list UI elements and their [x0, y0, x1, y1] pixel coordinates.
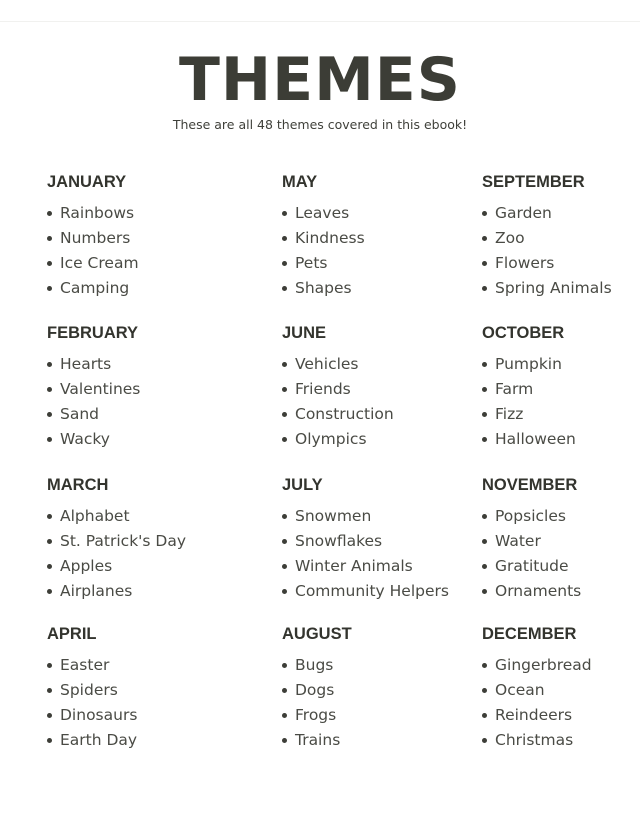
- theme-item: [482, 680, 640, 705]
- bullet-icon: [282, 211, 287, 216]
- theme-item: [282, 278, 472, 303]
- bullet-icon: [47, 362, 52, 367]
- top-divider: [0, 21, 640, 22]
- month-block-august: [282, 624, 472, 755]
- month-heading: APRIL: [47, 625, 97, 643]
- theme-label: Halloween: [495, 430, 576, 448]
- theme-label: Zoo: [495, 229, 525, 247]
- theme-item: [47, 655, 237, 680]
- theme-item: [47, 581, 237, 606]
- month-heading: JUNE: [282, 324, 327, 342]
- theme-item: [482, 705, 640, 730]
- theme-item: [282, 228, 472, 253]
- month-block-december: [482, 624, 640, 755]
- bullet-icon: [482, 713, 487, 718]
- bullet-icon: [47, 261, 52, 266]
- theme-label: Easter: [60, 656, 110, 674]
- theme-list: [482, 506, 640, 606]
- month-heading: DECEMBER: [482, 625, 577, 643]
- bullet-icon: [282, 387, 287, 392]
- theme-item: [482, 253, 640, 278]
- theme-item: [47, 730, 237, 755]
- month-heading: NOVEMBER: [482, 476, 578, 494]
- bullet-icon: [282, 514, 287, 519]
- theme-item: [282, 429, 472, 454]
- bullet-icon: [482, 236, 487, 241]
- bullet-icon: [47, 437, 52, 442]
- theme-item: [482, 404, 640, 429]
- bullet-icon: [47, 211, 52, 216]
- theme-label: Community Helpers: [295, 582, 449, 600]
- bullet-icon: [282, 688, 287, 693]
- month-block-may: [282, 172, 472, 303]
- month-block-february: [47, 323, 237, 454]
- theme-item: [282, 556, 472, 581]
- theme-label: Wacky: [60, 430, 110, 448]
- month-heading: OCTOBER: [482, 324, 565, 342]
- theme-item: [482, 581, 640, 606]
- theme-label: Gingerbread: [495, 656, 592, 674]
- theme-list: [482, 203, 640, 303]
- theme-item: [282, 354, 472, 379]
- theme-item: [282, 655, 472, 680]
- theme-label: Kindness: [295, 229, 365, 247]
- theme-label: Apples: [60, 557, 113, 575]
- theme-label: Snowflakes: [295, 532, 383, 550]
- theme-label: Rainbows: [60, 204, 135, 222]
- theme-label: Ornaments: [495, 582, 582, 600]
- theme-item: [282, 531, 472, 556]
- page-title: THEMES: [178, 45, 462, 115]
- theme-label: Numbers: [60, 229, 131, 247]
- theme-item: [47, 354, 237, 379]
- theme-list: [282, 506, 472, 606]
- bullet-icon: [282, 437, 287, 442]
- month-heading: MARCH: [47, 476, 109, 494]
- theme-item: [47, 556, 237, 581]
- bullet-icon: [282, 362, 287, 367]
- theme-label: Camping: [60, 279, 130, 297]
- bullet-icon: [282, 539, 287, 544]
- bullet-icon: [282, 236, 287, 241]
- bullet-icon: [482, 387, 487, 392]
- bullet-icon: [47, 236, 52, 241]
- theme-label: Vehicles: [295, 355, 359, 373]
- bullet-icon: [482, 514, 487, 519]
- bullet-icon: [482, 261, 487, 266]
- theme-item: [282, 253, 472, 278]
- theme-item: [47, 680, 237, 705]
- theme-label: Ice Cream: [60, 254, 139, 272]
- theme-label: Popsicles: [495, 507, 566, 525]
- theme-item: [47, 429, 237, 454]
- bullet-icon: [482, 286, 487, 291]
- theme-label: Olympics: [295, 430, 367, 448]
- bullet-icon: [282, 589, 287, 594]
- bullet-icon: [47, 514, 52, 519]
- theme-item: [482, 203, 640, 228]
- bullet-icon: [282, 738, 287, 743]
- theme-item: [482, 556, 640, 581]
- bullet-icon: [47, 412, 52, 417]
- theme-item: [47, 228, 237, 253]
- theme-item: [482, 379, 640, 404]
- theme-label: Gratitude: [495, 557, 569, 575]
- bullet-icon: [282, 286, 287, 291]
- bullet-icon: [47, 589, 52, 594]
- bullet-icon: [482, 663, 487, 668]
- theme-item: [482, 655, 640, 680]
- theme-item: [482, 531, 640, 556]
- page-subtitle: These are all 48 themes covered in this ebook!: [172, 117, 468, 132]
- theme-item: [47, 531, 237, 556]
- month-block-november: [482, 475, 640, 606]
- theme-label: Hearts: [60, 355, 112, 373]
- theme-label: Bugs: [295, 656, 334, 674]
- theme-list: [482, 354, 640, 454]
- bullet-icon: [47, 663, 52, 668]
- bullet-icon: [482, 589, 487, 594]
- bullet-icon: [482, 412, 487, 417]
- month-block-july: [282, 475, 472, 606]
- theme-label: Ocean: [495, 681, 545, 699]
- bullet-icon: [47, 387, 52, 392]
- bullet-icon: [282, 261, 287, 266]
- month-block-june: [282, 323, 472, 454]
- theme-label: Reindeers: [495, 706, 573, 724]
- bullet-icon: [282, 564, 287, 569]
- theme-list: [47, 655, 237, 755]
- theme-item: [47, 253, 237, 278]
- theme-item: [282, 581, 472, 606]
- theme-item: [282, 379, 472, 404]
- theme-label: Shapes: [295, 279, 352, 297]
- theme-list: [47, 506, 237, 606]
- theme-list: [282, 354, 472, 454]
- theme-label: Spiders: [60, 681, 118, 699]
- month-heading: MAY: [282, 173, 318, 191]
- theme-item: [482, 228, 640, 253]
- bullet-icon: [282, 713, 287, 718]
- theme-list: [282, 203, 472, 303]
- theme-item: [282, 730, 472, 755]
- bullet-icon: [482, 211, 487, 216]
- theme-label: Water: [495, 532, 541, 550]
- theme-label: Christmas: [495, 731, 574, 749]
- theme-item: [482, 730, 640, 755]
- theme-label: Dinosaurs: [60, 706, 138, 724]
- theme-label: Garden: [495, 204, 552, 222]
- month-block-january: [47, 172, 237, 303]
- bullet-icon: [482, 688, 487, 693]
- bullet-icon: [282, 412, 287, 417]
- theme-label: Winter Animals: [295, 557, 413, 575]
- month-block-march: [47, 475, 237, 606]
- month-block-october: [482, 323, 640, 454]
- theme-label: Valentines: [60, 380, 141, 398]
- theme-label: Friends: [295, 380, 351, 398]
- theme-item: [282, 404, 472, 429]
- theme-item: [282, 203, 472, 228]
- theme-list: [47, 203, 237, 303]
- theme-item: [482, 278, 640, 303]
- month-heading: SEPTEMBER: [482, 173, 585, 191]
- theme-list: [482, 655, 640, 755]
- theme-item: [482, 354, 640, 379]
- theme-item: [47, 404, 237, 429]
- theme-list: [47, 354, 237, 454]
- theme-label: Sand: [60, 405, 99, 423]
- theme-item: [47, 278, 237, 303]
- bullet-icon: [47, 738, 52, 743]
- bullet-icon: [282, 663, 287, 668]
- theme-item: [482, 506, 640, 531]
- bullet-icon: [47, 688, 52, 693]
- theme-item: [47, 705, 237, 730]
- bullet-icon: [47, 286, 52, 291]
- theme-label: Pumpkin: [495, 355, 562, 373]
- bullet-icon: [482, 564, 487, 569]
- theme-label: Pets: [295, 254, 328, 272]
- theme-label: Alphabet: [60, 507, 130, 525]
- bullet-icon: [482, 539, 487, 544]
- theme-item: [482, 429, 640, 454]
- bullet-icon: [47, 564, 52, 569]
- theme-label: Leaves: [295, 204, 350, 222]
- theme-item: [47, 203, 237, 228]
- theme-label: Earth Day: [60, 731, 138, 749]
- theme-item: [47, 379, 237, 404]
- theme-label: Fizz: [495, 405, 524, 423]
- month-block-april: [47, 624, 237, 755]
- theme-label: Dogs: [295, 681, 335, 699]
- theme-label: Farm: [495, 380, 534, 398]
- bullet-icon: [482, 437, 487, 442]
- theme-label: Spring Animals: [495, 279, 612, 297]
- theme-label: Frogs: [295, 706, 337, 724]
- month-heading: AUGUST: [282, 625, 352, 643]
- theme-list: [282, 655, 472, 755]
- bullet-icon: [47, 713, 52, 718]
- theme-label: Construction: [295, 405, 394, 423]
- theme-item: [47, 506, 237, 531]
- theme-label: Flowers: [495, 254, 555, 272]
- theme-item: [282, 705, 472, 730]
- bullet-icon: [47, 539, 52, 544]
- theme-item: [282, 506, 472, 531]
- theme-item: [282, 680, 472, 705]
- month-heading: JULY: [282, 476, 323, 494]
- month-heading: FEBRUARY: [47, 324, 139, 342]
- bullet-icon: [482, 738, 487, 743]
- bullet-icon: [482, 362, 487, 367]
- month-block-september: [482, 172, 640, 303]
- theme-label: St. Patrick's Day: [60, 532, 187, 550]
- theme-label: Airplanes: [60, 582, 133, 600]
- month-heading: JANUARY: [47, 173, 127, 191]
- theme-label: Trains: [295, 731, 341, 749]
- theme-label: Snowmen: [295, 507, 372, 525]
